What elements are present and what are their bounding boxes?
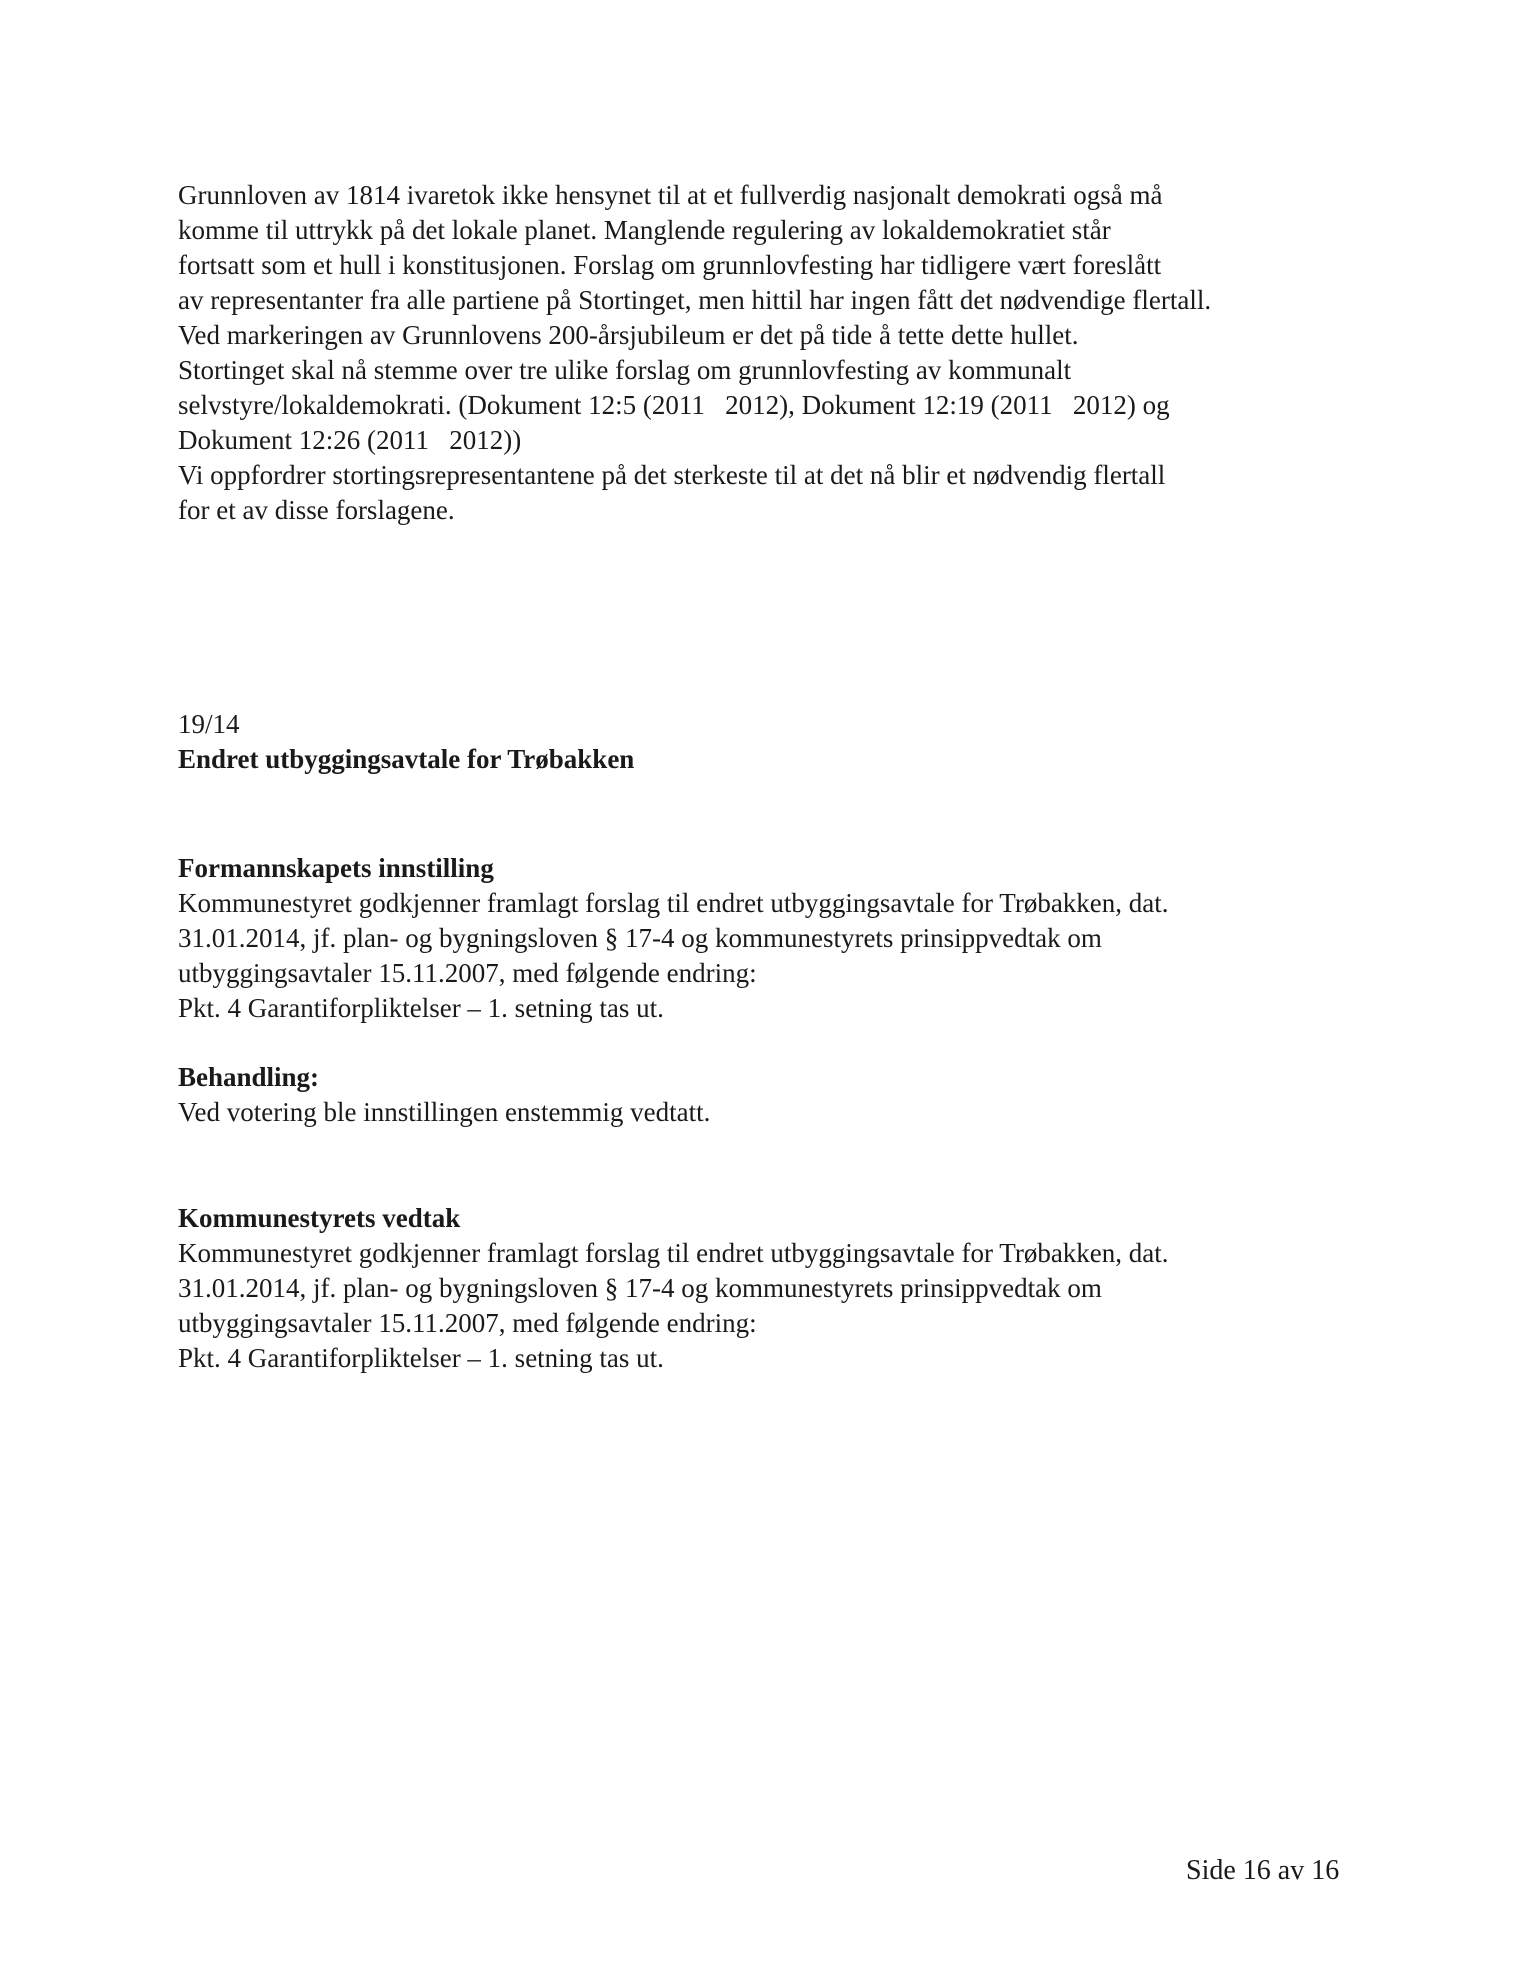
decision-line: Pkt. 4 Garantiforpliktelser – 1. setning tas ut. <box>178 1343 664 1373</box>
case-title: Endret utbyggingsavtale for Trøbakken <box>178 744 635 774</box>
decision-heading: Kommunestyrets vedtak <box>178 1203 461 1233</box>
case-number: 19/14 <box>178 709 240 739</box>
processing-heading: Behandling: <box>178 1062 320 1092</box>
intro-line: selvstyre/lokaldemokrati. (Dokument 12:5 (2011 2012), Dokument 12:19 (2011 2012) og <box>178 390 1170 420</box>
intro-line: fortsatt som et hull i konstitusjonen. Forslag om grunnlovfesting har tidligere vært foreslått <box>178 250 1162 280</box>
intro-line: komme til uttrykk på det lokale planet. Manglende regulering av lokaldemokratiet står <box>178 215 1111 245</box>
page-number: Side 16 av 16 <box>1186 1855 1340 1886</box>
intro-line: Ved markeringen av Grunnlovens 200-årsjubileum er det på tide å tette dette hullet. <box>178 320 1079 350</box>
recommendation-line: 31.01.2014, jf. plan- og bygningsloven § 17-4 og kommunestyrets prinsippvedtak om <box>178 923 1102 953</box>
recommendation-line: Pkt. 4 Garantiforpliktelser – 1. setning tas ut. <box>178 993 664 1023</box>
recommendation-line: Kommunestyret godkjenner framlagt forslag til endret utbyggingsavtale for Trøbakken, dat. <box>178 888 1169 918</box>
recommendation-heading: Formannskapets innstilling <box>178 853 494 883</box>
intro-line: Grunnloven av 1814 ivaretok ikke hensynet til at et fullverdig nasjonalt demokrati også må <box>178 180 1163 210</box>
decision-line: 31.01.2014, jf. plan- og bygningsloven § 17-4 og kommunestyrets prinsippvedtak om <box>178 1273 1102 1303</box>
intro-line: Stortinget skal nå stemme over tre ulike forslag om grunnlovfesting av kommunalt <box>178 355 1072 385</box>
decision-line: utbyggingsavtaler 15.11.2007, med følgende endring: <box>178 1308 757 1338</box>
recommendation-line: utbyggingsavtaler 15.11.2007, med følgende endring: <box>178 958 757 988</box>
processing-line: Ved votering ble innstillingen enstemmig vedtatt. <box>178 1097 711 1127</box>
intro-line: Vi oppfordrer stortingsrepresentantene på det sterkeste til at det nå blir et nødvendig flertall <box>178 460 1166 490</box>
intro-line: av representanter fra alle partiene på Stortinget, men hittil har ingen fått det nødvendige flertall. <box>178 285 1212 315</box>
decision-line: Kommunestyret godkjenner framlagt forslag til endret utbyggingsavtale for Trøbakken, dat. <box>178 1238 1169 1268</box>
intro-line: Dokument 12:26 (2011 2012)) <box>178 425 522 455</box>
intro-line: for et av disse forslagene. <box>178 495 455 525</box>
